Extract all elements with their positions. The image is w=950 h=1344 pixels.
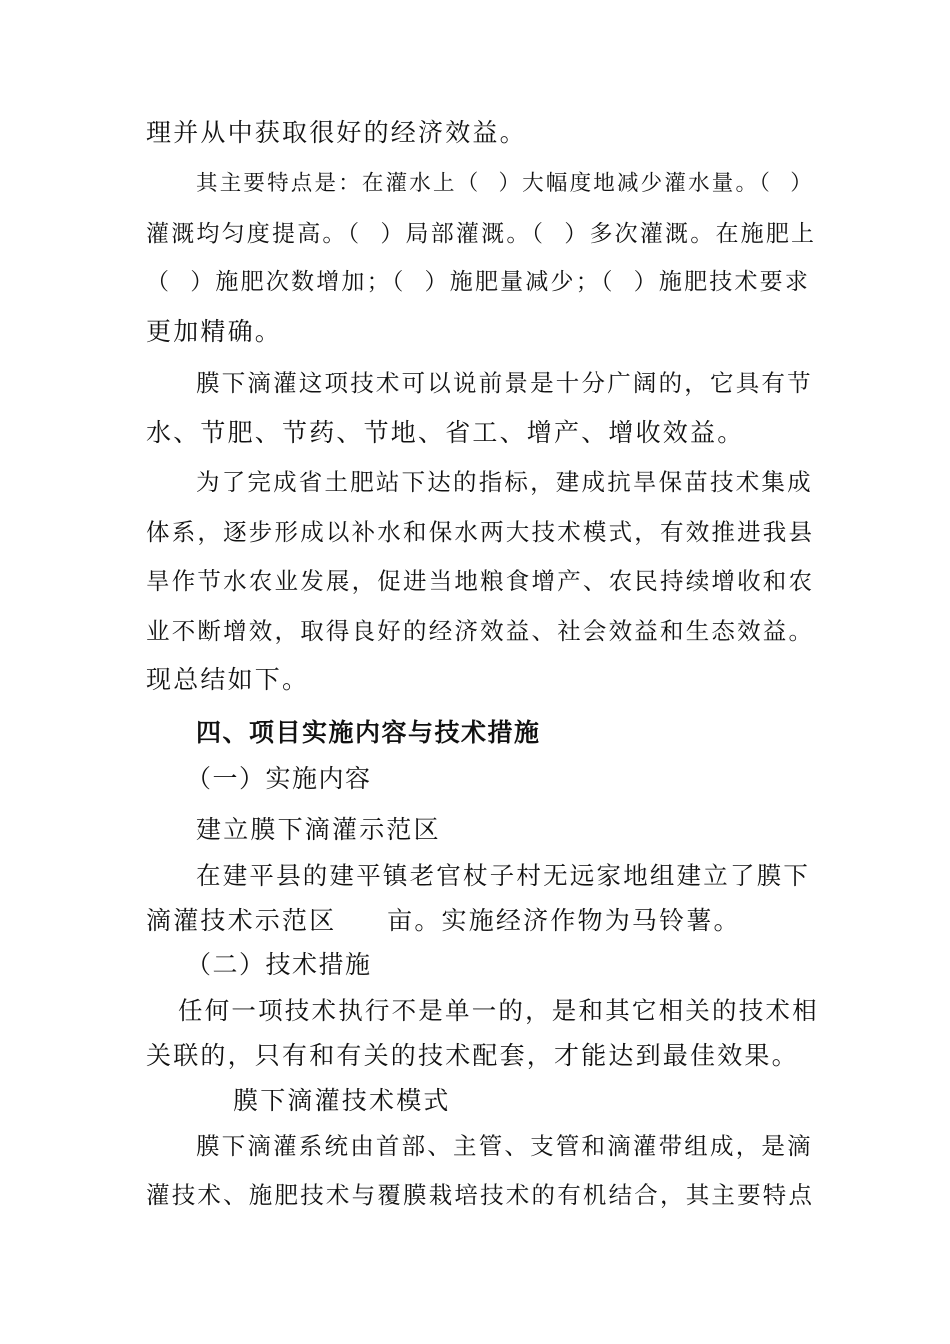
section-heading: 四、项目实施内容与技术措施 bbox=[196, 718, 541, 747]
text-line: 旱作节水农业发展，促进当地粮食增产、农民持续增收和农 bbox=[146, 567, 815, 595]
subsection-heading: （一）实施内容 bbox=[186, 764, 372, 793]
text-line: 现总结如下。 bbox=[146, 665, 310, 694]
text-line: 膜下滴灌这项技术可以说前景是十分广阔的，它具有节 bbox=[196, 369, 813, 397]
text-line: 任何一项技术执行不是单一的，是和其它相关的技术相 bbox=[178, 996, 819, 1025]
text-line: 膜下滴灌技术模式 bbox=[233, 1086, 451, 1115]
text-line: 理并从中获取很好的经济效益。 bbox=[146, 118, 527, 147]
text-line: 更加精确。 bbox=[146, 317, 283, 346]
text-line: 体系，逐步形成以补水和保水两大技术模式，有效推进我县 bbox=[146, 518, 815, 546]
text-line: 膜下滴灌系统由首部、主管、支管和滴灌带组成，是滴 bbox=[196, 1132, 813, 1160]
text-line: 建立膜下滴灌示范区 bbox=[196, 815, 441, 844]
text-line: 水、节肥、节药、节地、省工、增产、增收效益。 bbox=[146, 418, 745, 447]
text-line: （ ）施肥次数增加；（ ）施肥量减少；（ ）施肥技术要求 bbox=[146, 269, 811, 295]
text-line: 在建平县的建平镇老官杖子村无远家地组建立了膜下 bbox=[196, 861, 811, 890]
text-line: 灌溉均匀度提高。（ ）局部灌溉。（ ）多次灌溉。在施肥上 bbox=[146, 221, 817, 247]
text-line: 滴灌技术示范区 亩。实施经济作物为马铃薯。 bbox=[146, 906, 741, 935]
text-line: 灌技术、施肥技术与覆膜栽培技术的有机结合，其主要特点 bbox=[146, 1181, 815, 1209]
text-line: 关联的，只有和有关的技术配套，才能达到最佳效果。 bbox=[146, 1041, 799, 1070]
subsection-heading: （二）技术措施 bbox=[186, 950, 372, 979]
text-line: 其主要特点是：在灌水上（ ）大幅度地减少灌水量。（ ） bbox=[196, 171, 814, 196]
text-line: 为了完成省土肥站下达的指标，建成抗旱保苗技术集成 bbox=[196, 468, 813, 496]
text-line: 业不断增效，取得良好的经济效益、社会效益和生态效益。 bbox=[146, 617, 815, 645]
